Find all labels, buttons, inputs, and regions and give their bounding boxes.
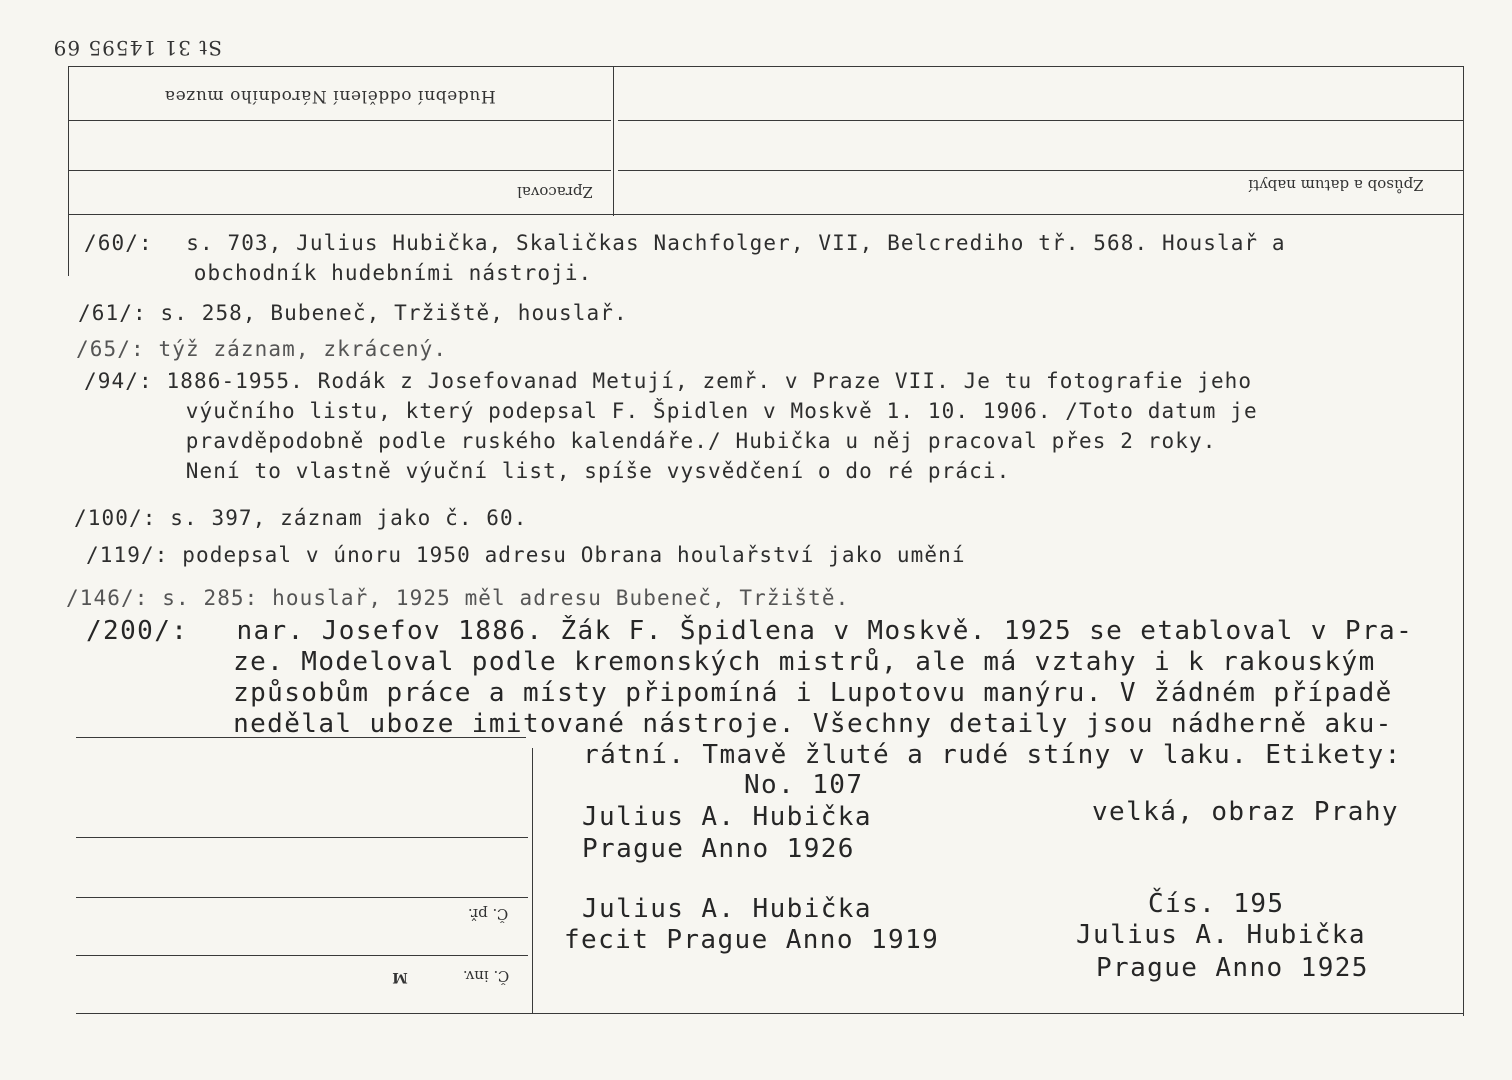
header-row-rule-3 bbox=[68, 170, 611, 171]
entry-text: ze. Modeloval podle kremonských mistrů, ale má vztahy i k rakouským bbox=[233, 647, 1376, 677]
entry-text: 1886-1955. Rodák z Josefovanad Metují, zemř. v Praze VII. Je tu fotografie jeho bbox=[166, 369, 1253, 393]
header-divider bbox=[613, 66, 614, 216]
label-1-note: velká, obraz Prahy bbox=[1092, 797, 1399, 827]
entry-ref: /146/: bbox=[66, 586, 149, 610]
entry-200 bbox=[86, 616, 1413, 771]
entry-text: Není to vlastně výuční list, spíše vysvědčení o do ré práci. bbox=[185, 459, 1011, 483]
entry-ref: /65/: bbox=[76, 337, 145, 361]
label-3-maker: Julius A. Hubička bbox=[1076, 920, 1366, 950]
header-row-rule-2 bbox=[618, 120, 1464, 121]
entry-94 bbox=[84, 366, 1258, 486]
inv-suffix: M bbox=[392, 969, 408, 985]
entry-text: s. 285: houslař, 1925 měl adresu Bubeneč, Tržiště. bbox=[162, 586, 850, 610]
entry-146 bbox=[66, 583, 849, 613]
label-3-year: Prague Anno 1925 bbox=[1096, 953, 1369, 983]
footer-rule-1 bbox=[76, 837, 528, 838]
acquisition-label: Způsob a datum nabytí bbox=[1248, 176, 1424, 194]
footer-rule-3 bbox=[76, 955, 528, 956]
entry-65 bbox=[76, 334, 447, 364]
footer-divider bbox=[532, 748, 533, 1014]
entry-ref: /94/: bbox=[84, 369, 153, 393]
entry-ref: /100/: bbox=[74, 506, 157, 530]
header-row-rule-1 bbox=[68, 120, 611, 121]
footer-top-rule bbox=[76, 737, 526, 738]
label-2-maker: Julius A. Hubička bbox=[582, 894, 872, 924]
label-3-number: Čís. 195 bbox=[1148, 889, 1285, 919]
header-bottom-rule bbox=[68, 214, 1464, 215]
entry-ref: /119/: bbox=[86, 543, 169, 567]
entry-61 bbox=[78, 298, 628, 328]
card-right-border bbox=[1463, 66, 1464, 1016]
entry-text: obchodník hudebními nástroji. bbox=[193, 261, 593, 285]
card-left-border bbox=[68, 66, 69, 276]
call-number: St 31 14595 69 bbox=[52, 36, 222, 60]
entry-text: pravděpodobně podle ruského kalendáře./ Hubička u něj pracoval přes 2 roky. bbox=[185, 429, 1217, 453]
entry-100 bbox=[74, 503, 528, 533]
entry-text: podepsal v únoru 1950 adresu Obrana houlařství jako umění bbox=[182, 543, 966, 567]
entry-60 bbox=[84, 228, 1286, 288]
entry-text: výučního listu, který podepsal F. Špidlen v Moskvě 1. 10. 1906. /Toto datum je bbox=[185, 399, 1258, 423]
entry-ref: /60/: bbox=[84, 231, 153, 255]
entry-text: s. 397, záznam jako č. 60. bbox=[170, 506, 528, 530]
label-2-year: fecit Prague Anno 1919 bbox=[564, 925, 940, 955]
header-row-rule-4 bbox=[618, 170, 1464, 171]
institution-name: Hudební oddělení Národního muzea bbox=[164, 86, 496, 106]
label-1-maker: Julius A. Hubička bbox=[582, 802, 872, 832]
cat-number-label: Č. př. bbox=[467, 905, 509, 923]
entry-119 bbox=[86, 540, 966, 570]
footer-rule-2 bbox=[76, 897, 528, 898]
entry-text: týž záznam, zkrácený. bbox=[158, 337, 448, 361]
processed-label: Zpracoval bbox=[517, 183, 593, 201]
entry-text: způsobům práce a místy připomíná i Lupotovu manýru. V žádném případě bbox=[233, 678, 1393, 708]
label-1-year: Prague Anno 1926 bbox=[582, 834, 855, 864]
inv-number-label: Č. inv. bbox=[462, 967, 510, 985]
entry-text: nar. Josefov 1886. Žák F. Špidlena v Moskvě. 1925 se etabloval v Pra- bbox=[236, 616, 1414, 646]
entry-text: rátní. Tmavě žluté a rudé stíny v laku. Etikety: bbox=[583, 740, 1402, 770]
card-bottom-rule bbox=[76, 1013, 1464, 1014]
label-1-number: No. 107 bbox=[744, 770, 864, 800]
header-top-rule bbox=[68, 66, 1464, 67]
entry-ref: /200/: bbox=[86, 616, 189, 646]
entry-text: s. 703, Julius Hubička, Skaličkas Nachfolger, VII, Belcrediho tř. 568. Houslař a bbox=[186, 231, 1286, 255]
entry-text: s. 258, Bubeneč, Tržiště, houslař. bbox=[160, 301, 628, 325]
entry-text: nedělal uboze imitované nástroje. Všechny detaily jsou nádherně aku- bbox=[233, 709, 1393, 739]
entry-ref: /61/: bbox=[78, 301, 147, 325]
